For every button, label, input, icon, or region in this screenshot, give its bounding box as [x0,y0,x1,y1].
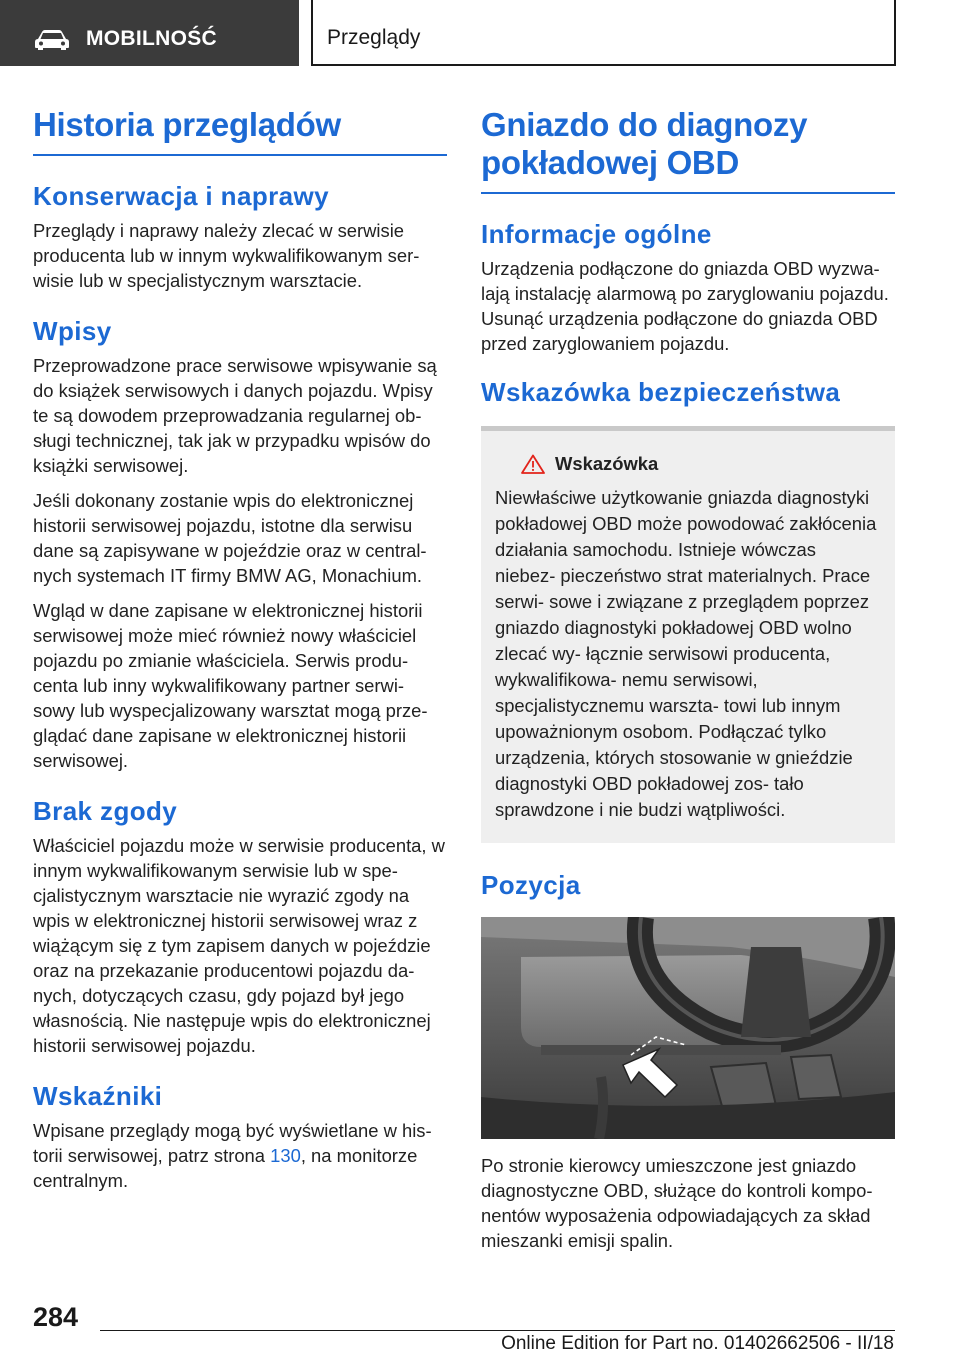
page-header [0,0,960,66]
edition-info: Online Edition for Part no. 01402662506 - II/18 [501,1333,894,1354]
title-line: Gniazdo do diagnozy [481,106,808,143]
title-line: pokładowej OBD [481,144,739,181]
warning-header [521,453,881,475]
heading-position: Pozycja [481,870,581,900]
paragraph: Jeśli dokonany zostanie wpis do elektronicznej historii serwisowej pojazdu, istotne dla serwisu dane są zapisywane w pojeździe oraz w central- nych systemach IT firmy BMW AG, Monachium. [33,490,427,586]
heading-safety-note: Wskazówka bezpieczeństwa [481,377,841,407]
heading-general-info: Informacje ogólne [481,219,712,249]
page-link[interactable]: 130 [270,1145,301,1166]
right-column [481,100,895,1253]
section-tab [0,0,299,66]
paragraph: Wgląd w dane zapisane w elektronicznej historii serwisowej może mieć również nowy właściciel pojazdu po zmianie właściciela. Serwis produ- centa lub inny wykwalifikowany partner serwi- sowy lub wyspecjalizowany warsztat mogą prze- glądać dane zapisane w elektronicznej historii serwisowej. [33,600,428,771]
text-span: , na monitorze centralnym. [33,1145,418,1191]
title-rule [33,154,447,156]
footer-rule [100,1330,895,1331]
paragraph: Przeprowadzone prace serwisowe wpisywanie są do książek serwisowych i danych pojazdu. Wpisy te są dowodem przeprowadzania regularnej ob- sługi technicznej, tak jak w przypadku wpisów do książki serwisowej. [33,355,437,476]
car-icon [34,29,70,51]
heading-entries: Wpisy [33,316,112,346]
left-column [33,100,447,1193]
warning-box [481,426,895,843]
paragraph: Urządzenia podłączone do gniazda OBD wyzwa- lają instalację alarmową po zaryglowaniu pojazdu. Usunąć urządzenia podłączone do gniazda OBD przed zaryglowaniem pojazdu. [481,258,889,354]
paragraph [33,1118,447,1193]
obd-location-photo [481,917,895,1139]
page-number: 284 [33,1302,79,1332]
page-title-history: Historia przeglądów [33,106,341,143]
paragraph: Po stronie kierowcy umieszczone jest gniazdo diagnostyczne OBD, służące do kontroli kompo- nentów wyposażenia odpowiadających za skład mieszanki emisji spalin. [481,1155,873,1251]
warning-title: Wskazówka [555,453,659,474]
paragraph: Przeglądy i naprawy należy zlecać w serwisie producenta lub w innym wykwalifikowanym ser- wisie lub w specjalistycznym warsztacie. [33,220,420,291]
paragraph: Właściciel pojazdu może w serwisie producenta, w innym wykwalifikowanym serwisie lub w spe- cjalistycznym warsztacie nie wyrazić zgody na wpis w elektronicznej historii serwisowej wraz z wiążącym się z tym zapisem danych w pojeździe oraz na przekazanie producentowi pojazdu da- nych, dotyczących czasu, gdy pojazd był jego własnością. Nie następuje wpis do elektronicznej historii serwisowej pojazdu. [33,835,445,1056]
heading-indicators: Wskaźniki [33,1081,163,1111]
heading-no-consent: Brak zgody [33,796,178,826]
chapter-label: Przeglądy [327,26,421,49]
warning-text: Niewłaściwe użytkowanie gniazda diagnostyki pokładowej OBD może powodować zakłócenia działania samochodu. Istnieje wówczas niebez- pieczeństwo strat materialnych. Prace serwi- sowe i związane z przeglądem poprzez gniazdo diagnostyki pokładowej OBD wolno zlecać wy- łącznie serwisowi producenta, wykwalifikowa- nemu serwisowi, specjalistycznemu warszta- towi lub innym upoważnionym osobom. Podłączać tylko urządzenia, których stosowanie w gnieździe diagnostyki OBD pokładowej zos- tało sprawdzone i nie budzi wątpliwości. [495,487,877,820]
warning-triangle-icon [521,454,545,474]
section-label: MOBILNOŚĆ [86,27,218,50]
heading-maintenance: Konserwacja i naprawy [33,181,329,211]
chapter-tab [311,0,896,66]
page-title-obd [481,106,895,182]
title-rule [481,192,895,194]
text-span: Wpisane przeglądy mogą być wyświetlane w his- torii serwisowej, patrz strona [33,1120,432,1166]
